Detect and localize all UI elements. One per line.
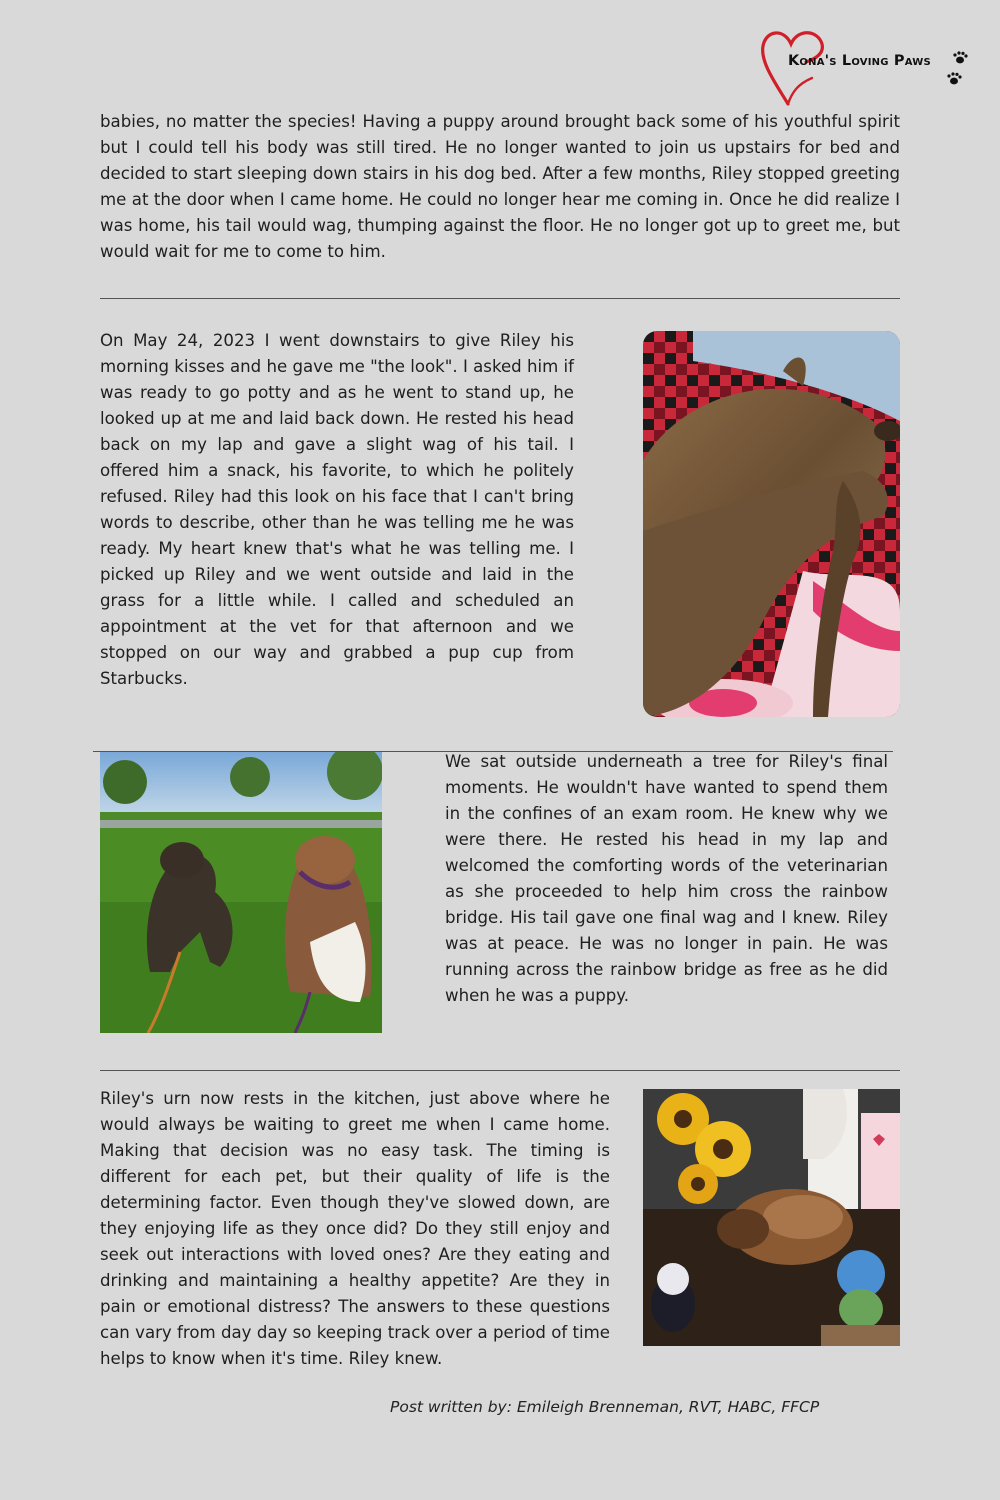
paw-print-icon — [946, 50, 976, 94]
brand-name: Kona's Loving Paws — [788, 53, 931, 69]
final-moments-paragraph: We sat outside underneath a tree for Riley's final moments. He wouldn't have wanted to spend them in the confines of an exam room. He knew why we were there. He rested his head in my lap and welcomed the comforting words of the veterinarian as she proceeded to help him cross the rainbow bridge. His tail gave one final wag and I knew. Riley was at peace. He was no longer in pain. He was running across the rainbow bridge as free as he did when he was a puppy. — [445, 752, 888, 1005]
divider — [100, 1070, 900, 1071]
urn-shelf-photo — [643, 1089, 900, 1346]
brand-logo — [758, 22, 978, 110]
last-morning-paragraph: On May 24, 2023 I went downstairs to give Riley his morning kisses and he gave me "the look". I asked him if was ready to go potty and as he went to stand up, he looked up at me and laid back down. He rested his head back on my lap and gave a slight wag of his tail. I offered him a snack, his favorite, to which he politely refused. Riley had this look on his face that I can't bring words to describe, other than he was telling me he was ready. My heart knew that's what he was telling me. I picked up Riley and we went outside and laid in the grass for a little while. I called and scheduled an appointment at the vet for that afternoon and we stopped on our way and grabbed a pup cup from Starbucks. — [100, 331, 574, 688]
urn-paragraph: Riley's urn now rests in the kitchen, just above where he would always be waiting to greet me when I came home. Making that decision was no easy task. The timing is different for each pet, but their quality of life is the determining factor. Even though they've slowed down, are they enjoying life as they once did? Do they still enjoy and seek out interactions with loved ones? Are they eating and drinking and maintaining a healthy appetite? Are they in pain or emotional distress? The answers to these questions can vary from day day so keeping track over a period of time helps to know when it's time. Riley knew. — [100, 1089, 610, 1368]
divider — [100, 298, 900, 299]
dogs-in-grass-photo — [100, 752, 382, 1033]
author-byline: Post written by: Emileigh Brenneman, RVT, HABC, FFCP — [390, 1398, 820, 1416]
intro-paragraph: babies, no matter the species! Having a puppy around brought back some of his youthful spirit but I could tell his body was still tired. He no longer wanted to join us upstairs for bed and decided to start sleeping down stairs in his dog bed. After a few months, Riley stopped greeting me at the door when I came home. He could no longer hear me coming in. Once he did realize I was home, his tail would wag, thumping against the floor. He no longer got up to greet me, but would wait for me to come to him. — [100, 112, 900, 261]
sleeping-dog-photo — [643, 331, 900, 717]
